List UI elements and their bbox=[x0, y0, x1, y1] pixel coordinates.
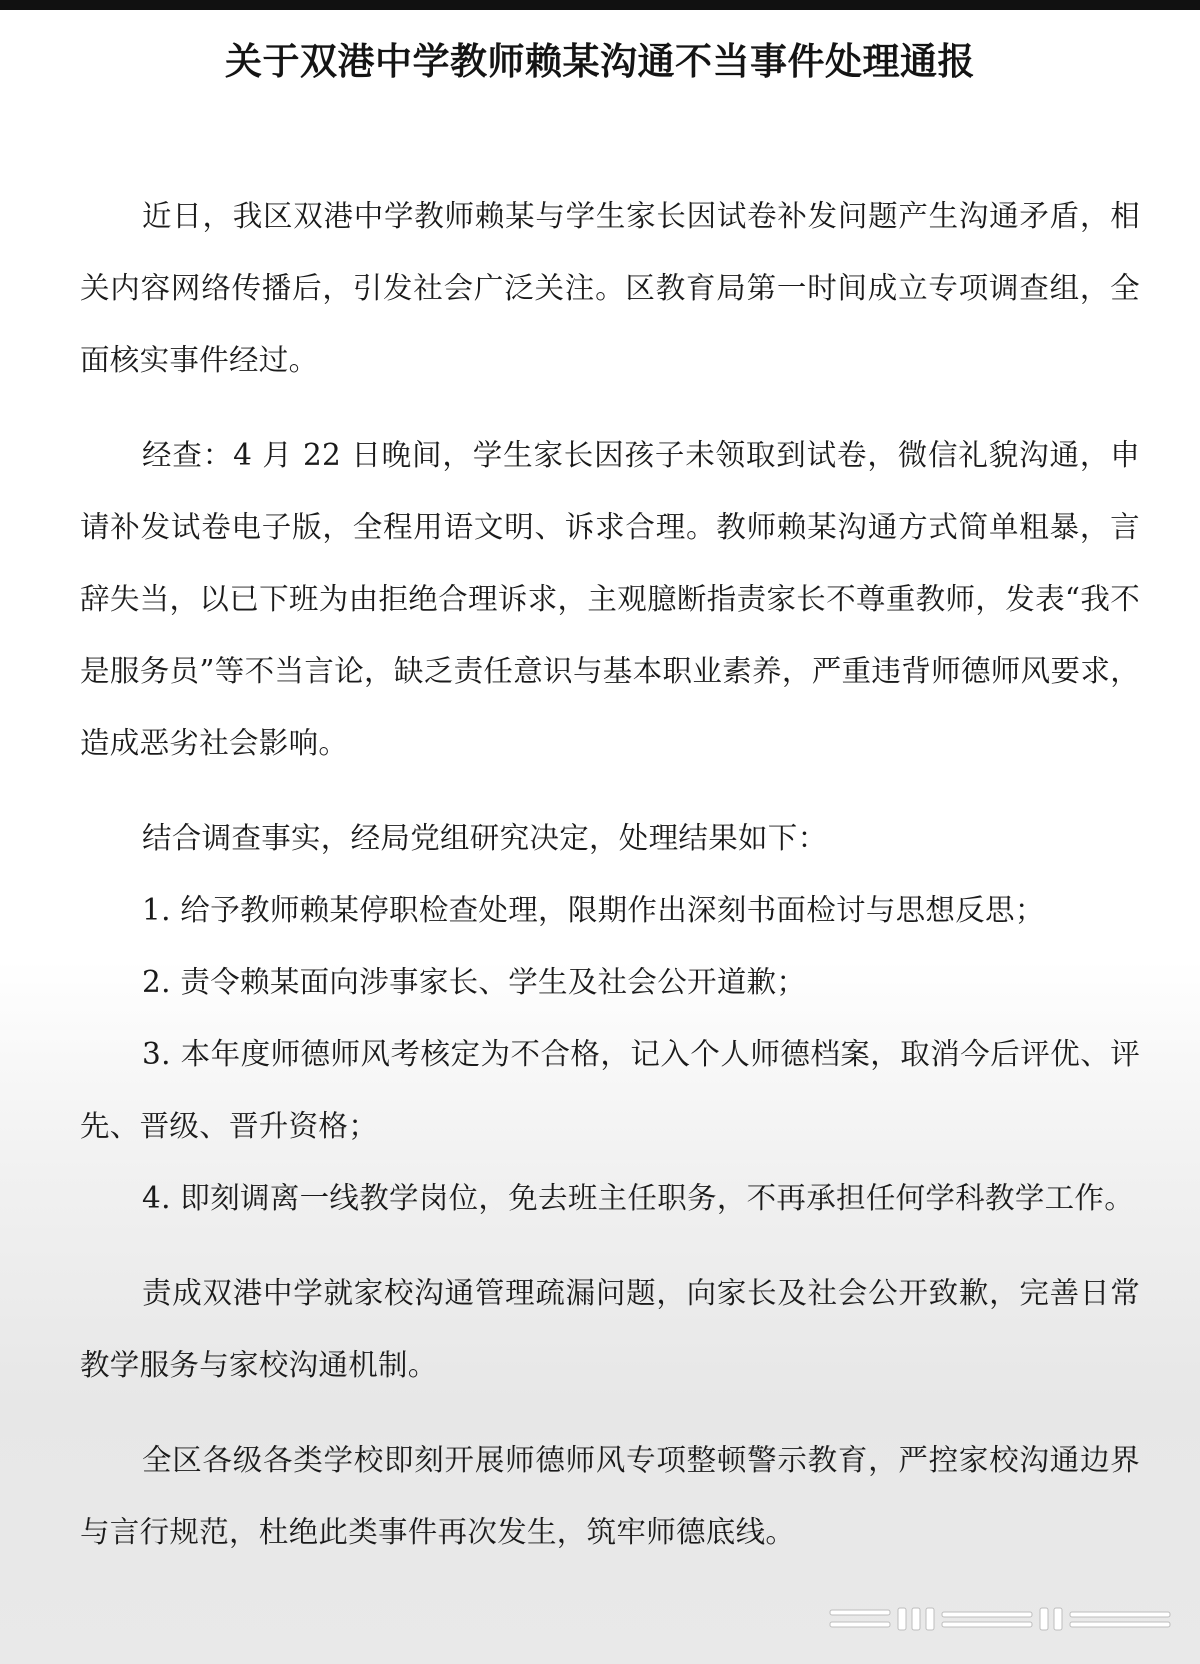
paragraph-intro: 近日，我区双港中学教师赖某与学生家长因试卷补发问题产生沟通矛盾，相关内容网络传播后，引发社会广泛关注。区教育局第一时间成立专项调查组，全面核实事件经过。 bbox=[80, 199, 1140, 377]
paragraph-school-responsibility: 责成双港中学就家校沟通管理疏漏问题，向家长及社会公开致歉，完善日常教学服务与家校沟通机制。 bbox=[80, 1276, 1140, 1382]
list-item-penalty-4: 4. 即刻调离一线教学岗位，免去班主任职务，不再承担任何学科教学工作。 bbox=[142, 1181, 1135, 1215]
list-item-penalty-3: 3. 本年度师德师风考核定为不合格，记入个人师德档案，取消今后评优、评先、晋级、晋升资格； bbox=[80, 1037, 1140, 1143]
paragraph-district-directive: 全区各级各类学校即刻开展师德师风专项整顿警示教育，严控家校沟通边界与言行规范，杜绝此类事件再次发生，筑牢师德底线。 bbox=[80, 1443, 1140, 1549]
document-body bbox=[80, 180, 1140, 1591]
source-watermark-icon bbox=[828, 1604, 1178, 1634]
paragraph-decision: 结合调查事实，经局党组研究决定，处理结果如下： bbox=[142, 821, 828, 855]
top-border-bar bbox=[0, 0, 1200, 10]
document-title: 关于双港中学教师赖某沟通不当事件处理通报 bbox=[225, 40, 975, 83]
paragraph-findings: 经查：4 月 22 日晚间，学生家长因孩子未领取到试卷，微信礼貌沟通，申请补发试卷电子版，全程用语文明、诉求合理。教师赖某沟通方式简单粗暴，言辞失当，以已下班为由拒绝合理诉求，主观臆断指责家长不尊重教师，发表“我不是服务员”等不当言论，缺乏责任意识与基本职业素养，严重违背师德师风要求，造成恶劣社会影响。 bbox=[80, 438, 1140, 760]
list-item-penalty-2: 2. 责令赖某面向涉事家长、学生及社会公开道歉； bbox=[142, 965, 807, 999]
list-item-penalty-1: 1. 给予教师赖某停职检查处理，限期作出深刻书面检讨与思想反思； bbox=[142, 893, 1045, 927]
